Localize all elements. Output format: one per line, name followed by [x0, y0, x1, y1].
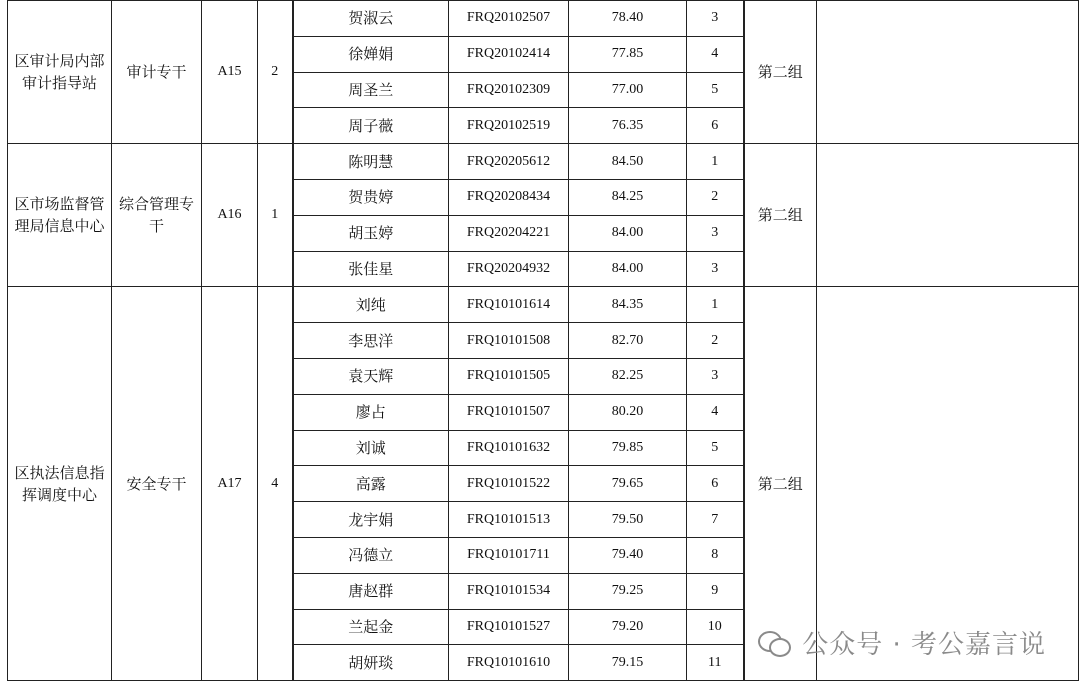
name-cell: 陈明慧	[293, 144, 449, 180]
rank-cell: 1	[687, 144, 744, 180]
position-cell: 综合管理专干	[112, 144, 202, 287]
rank-cell: 2	[687, 179, 744, 215]
department-cell: 区执法信息指挥调度中心	[8, 287, 112, 681]
name-cell: 唐赵群	[293, 573, 449, 609]
score-cell: 79.15	[569, 645, 687, 681]
ticket-number-cell: FRQ20102309	[449, 72, 569, 108]
rank-cell: 3	[687, 358, 744, 394]
score-cell: 79.20	[569, 609, 687, 645]
rank-cell: 3	[687, 215, 744, 251]
name-cell: 贺贵婷	[293, 179, 449, 215]
watermark	[758, 624, 1046, 661]
rank-cell: 8	[687, 537, 744, 573]
ticket-number-cell: FRQ10101632	[449, 430, 569, 466]
remarks-cell	[817, 144, 1079, 287]
name-cell: 周圣兰	[293, 72, 449, 108]
name-cell: 刘纯	[293, 287, 449, 323]
watermark-text: 公众号 · 考公嘉言说	[802, 630, 1046, 660]
group-cell: 第二组	[744, 144, 817, 287]
ticket-number-cell: FRQ10101527	[449, 609, 569, 645]
score-cell: 80.20	[569, 394, 687, 430]
name-cell: 袁天辉	[293, 358, 449, 394]
name-cell: 龙宇娟	[293, 502, 449, 538]
score-cell: 77.00	[569, 72, 687, 108]
ticket-number-cell: FRQ20205612	[449, 144, 569, 180]
name-cell: 徐婵娟	[293, 36, 449, 72]
rank-cell: 6	[687, 466, 744, 502]
score-cell: 79.25	[569, 573, 687, 609]
name-cell: 周子薇	[293, 108, 449, 144]
name-cell: 廖占	[293, 394, 449, 430]
rank-cell: 3	[687, 251, 744, 287]
score-cell: 84.00	[569, 251, 687, 287]
score-cell: 84.00	[569, 215, 687, 251]
ticket-number-cell: FRQ10101614	[449, 287, 569, 323]
quota-cell: 1	[258, 144, 293, 287]
ticket-number-cell: FRQ20102519	[449, 108, 569, 144]
results-table	[7, 0, 1079, 681]
name-cell: 李思洋	[293, 323, 449, 359]
ticket-number-cell: FRQ10101711	[449, 537, 569, 573]
name-cell: 张佳星	[293, 251, 449, 287]
position-code-cell: A15	[202, 1, 258, 144]
ticket-number-cell: FRQ10101505	[449, 358, 569, 394]
score-cell: 77.85	[569, 36, 687, 72]
ticket-number-cell: FRQ10101610	[449, 645, 569, 681]
ticket-number-cell: FRQ10101508	[449, 323, 569, 359]
name-cell: 胡玉婷	[293, 215, 449, 251]
quota-cell: 2	[258, 1, 293, 144]
name-cell: 贺淑云	[293, 1, 449, 37]
department-cell: 区市场监督管理局信息中心	[8, 144, 112, 287]
ticket-number-cell: FRQ10101522	[449, 466, 569, 502]
ticket-number-cell: FRQ20208434	[449, 179, 569, 215]
rank-cell: 11	[687, 645, 744, 681]
score-cell: 79.85	[569, 430, 687, 466]
score-cell: 82.70	[569, 323, 687, 359]
ticket-number-cell: FRQ20102414	[449, 36, 569, 72]
rank-cell: 6	[687, 108, 744, 144]
score-cell: 79.50	[569, 502, 687, 538]
rank-cell: 7	[687, 502, 744, 538]
score-cell: 79.65	[569, 466, 687, 502]
rank-cell: 3	[687, 1, 744, 37]
table-row	[8, 1, 1079, 37]
group-cell: 第二组	[744, 287, 817, 681]
score-cell: 84.35	[569, 287, 687, 323]
rank-cell: 5	[687, 430, 744, 466]
name-cell: 胡妍琰	[293, 645, 449, 681]
name-cell: 高露	[293, 466, 449, 502]
name-cell: 冯德立	[293, 537, 449, 573]
ticket-number-cell: FRQ10101513	[449, 502, 569, 538]
remarks-cell	[817, 287, 1079, 681]
rank-cell: 4	[687, 394, 744, 430]
score-cell: 78.40	[569, 1, 687, 37]
name-cell: 兰起金	[293, 609, 449, 645]
score-cell: 84.50	[569, 144, 687, 180]
table-row	[8, 287, 1079, 323]
score-cell: 79.40	[569, 537, 687, 573]
rank-cell: 10	[687, 609, 744, 645]
ticket-number-cell: FRQ10101507	[449, 394, 569, 430]
rank-cell: 1	[687, 287, 744, 323]
ticket-number-cell: FRQ20204932	[449, 251, 569, 287]
name-cell: 刘诚	[293, 430, 449, 466]
wechat-icon	[758, 629, 792, 657]
position-cell: 审计专干	[112, 1, 202, 144]
score-cell: 76.35	[569, 108, 687, 144]
group-cell: 第二组	[744, 1, 817, 144]
score-cell: 84.25	[569, 179, 687, 215]
rank-cell: 9	[687, 573, 744, 609]
remarks-cell	[817, 1, 1079, 144]
position-code-cell: A17	[202, 287, 258, 681]
rank-cell: 4	[687, 36, 744, 72]
rank-cell: 5	[687, 72, 744, 108]
score-cell: 82.25	[569, 358, 687, 394]
rank-cell: 2	[687, 323, 744, 359]
ticket-number-cell: FRQ10101534	[449, 573, 569, 609]
position-code-cell: A16	[202, 144, 258, 287]
ticket-number-cell: FRQ20204221	[449, 215, 569, 251]
table-row	[8, 144, 1079, 180]
quota-cell: 4	[258, 287, 293, 681]
ticket-number-cell: FRQ20102507	[449, 1, 569, 37]
department-cell: 区审计局内部审计指导站	[8, 1, 112, 144]
position-cell: 安全专干	[112, 287, 202, 681]
